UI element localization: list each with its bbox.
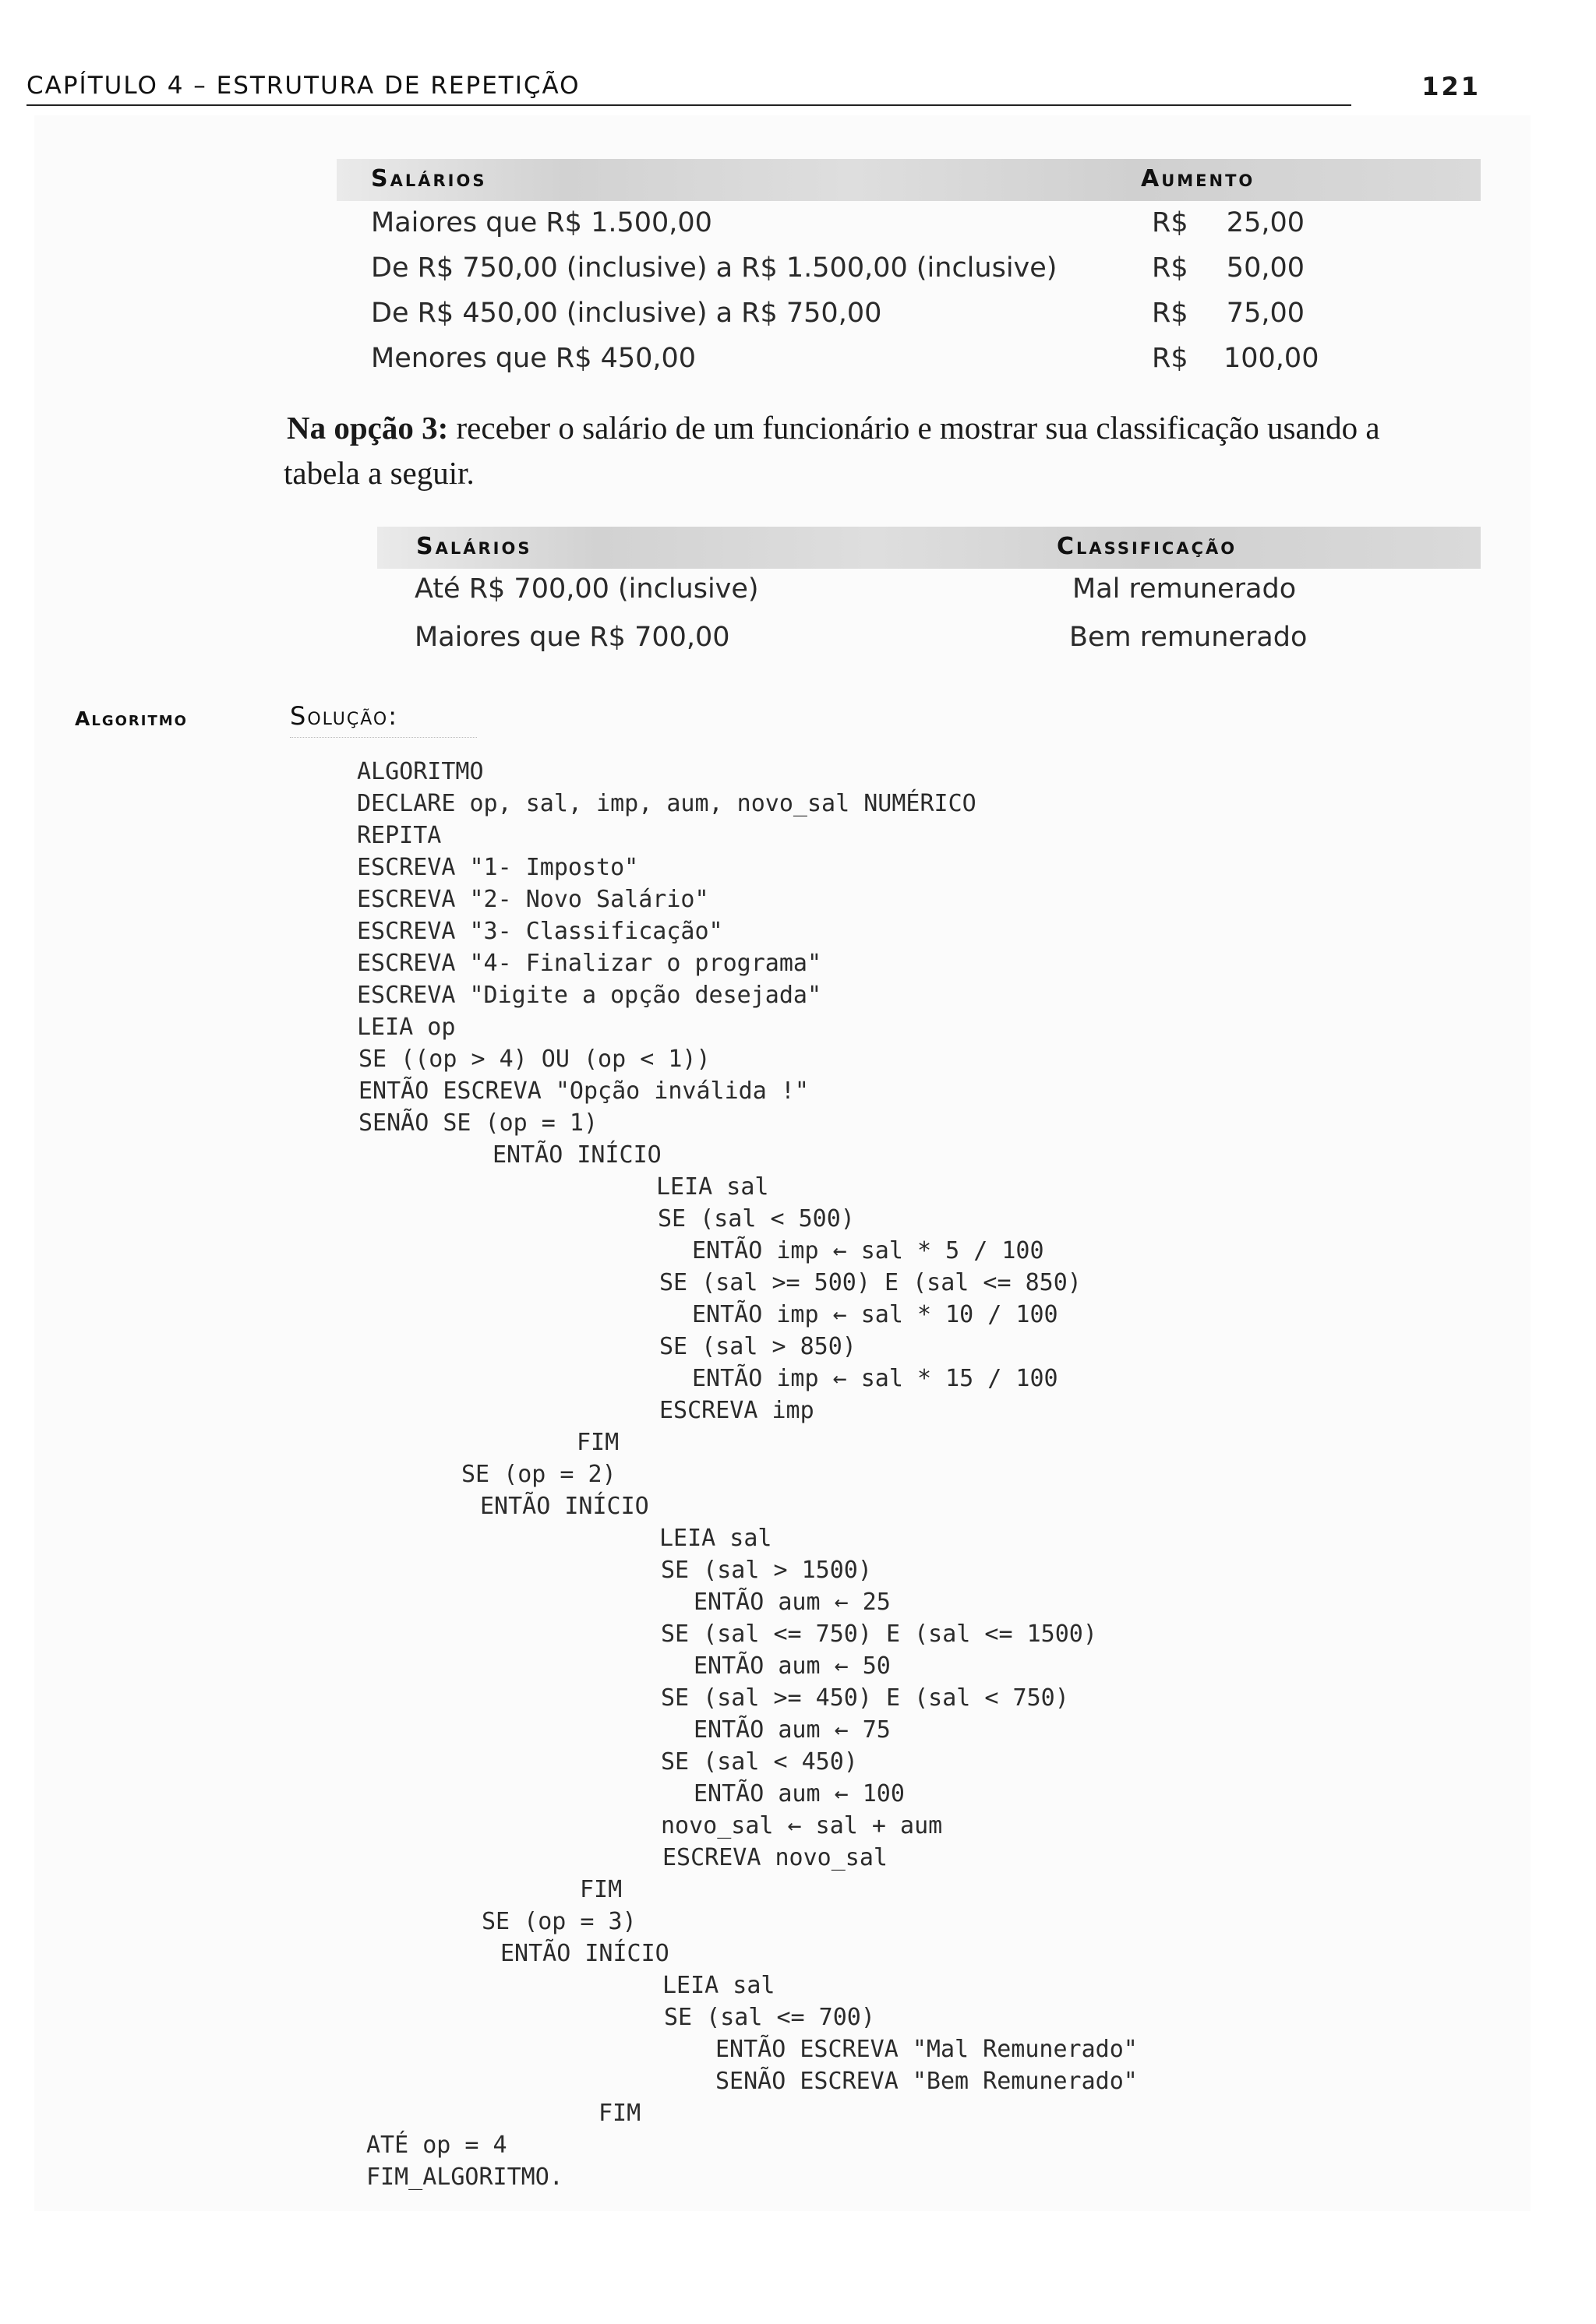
- table1-cell-range: Menores que R$ 450,00: [371, 343, 697, 374]
- code-line: FIM: [577, 1429, 620, 1456]
- header-rule: [26, 104, 1351, 106]
- code-line: ESCREVA "2- Novo Salário": [357, 886, 709, 913]
- code-line: ESCREVA "4- Finalizar o programa": [357, 950, 822, 977]
- code-line: ESCREVA novo_sal: [662, 1844, 888, 1871]
- table2-cell-range: Até R$ 700,00 (inclusive): [415, 573, 759, 605]
- code-line: SE (sal > 850): [659, 1333, 856, 1360]
- page-number: 121: [1421, 72, 1481, 101]
- code-line: SE (sal < 450): [661, 1748, 858, 1776]
- table2-row: [415, 573, 1467, 619]
- code-line: ENTÃO aum ← 100: [694, 1780, 905, 1807]
- solution-heading-underline: [290, 737, 477, 738]
- table1-header-aumento: Aumento: [1141, 165, 1255, 192]
- code-line: ALGORITMO: [357, 758, 484, 785]
- code-line: LEIA sal: [659, 1525, 772, 1552]
- code-line: ENTÃO INÍCIO: [480, 1493, 649, 1520]
- running-header-title: CAPÍTULO 4 – ESTRUTURA DE REPETIÇÃO: [26, 72, 581, 100]
- table2-header-salarios: Salários: [416, 533, 532, 560]
- code-line: FIM: [580, 1876, 623, 1903]
- code-line: LEIA sal: [656, 1173, 769, 1201]
- code-line: ESCREVA imp: [659, 1397, 814, 1424]
- table2-row: [415, 622, 1467, 667]
- table1-cell-amount: R$ 50,00: [1152, 252, 1305, 284]
- table2-cell-class: Bem remunerado: [1069, 622, 1308, 653]
- table1-cell-amount: R$ 75,00: [1152, 298, 1305, 329]
- code-line: SE (sal <= 750) E (sal <= 1500): [661, 1620, 1097, 1648]
- table1-header: [337, 159, 1481, 201]
- code-line: ENTÃO ESCREVA "Mal Remunerado": [715, 2036, 1138, 2063]
- code-line: SENÃO ESCREVA "Bem Remunerado": [715, 2068, 1138, 2095]
- code-line: ENTÃO aum ← 75: [694, 1716, 891, 1744]
- code-line: SE ((op > 4) OU (op < 1)): [358, 1046, 711, 1073]
- table2-cell-range: Maiores que R$ 700,00: [415, 622, 730, 653]
- code-line: ENTÃO aum ← 50: [694, 1652, 891, 1680]
- code-line: ENTÃO INÍCIO: [493, 1141, 662, 1169]
- table2-header: [377, 527, 1481, 569]
- table1-cell-range: Maiores que R$ 1.500,00: [371, 207, 712, 238]
- code-line: novo_sal ← sal + aum: [661, 1812, 943, 1839]
- paragraph-line1: receber o salário de um funcionário e mostrar sua classificação usando a: [448, 410, 1380, 446]
- table1-row: [371, 252, 1462, 298]
- code-line: SENÃO SE (op = 1): [358, 1109, 598, 1137]
- table1-row: [371, 207, 1462, 252]
- table1-cell-amount: R$ 100,00: [1152, 343, 1319, 374]
- code-line: SE (sal < 500): [658, 1205, 855, 1233]
- code-line: SE (sal >= 450) E (sal < 750): [661, 1684, 1069, 1712]
- table1-cell-amount: R$ 25,00: [1152, 207, 1305, 238]
- code-line: ENTÃO imp ← sal * 10 / 100: [692, 1301, 1058, 1328]
- paragraph-line2: tabela a seguir.: [284, 455, 475, 491]
- code-line: DECLARE op, sal, imp, aum, novo_sal NUMÉRICO: [357, 790, 976, 817]
- table1-row: [371, 343, 1462, 388]
- code-line: LEIA op: [357, 1014, 456, 1041]
- code-line: REPITA: [357, 822, 442, 849]
- code-line: ATÉ op = 4: [366, 2132, 507, 2159]
- code-line: ESCREVA "3- Classificação": [357, 918, 723, 945]
- table1-header-salarios: Salários: [371, 165, 487, 192]
- code-line: SE (op = 3): [482, 1908, 637, 1935]
- code-line: ENTÃO ESCREVA "Opção inválida !": [358, 1077, 809, 1105]
- code-line: ESCREVA "1- Imposto": [357, 854, 639, 881]
- code-line: FIM_ALGORITMO.: [366, 2164, 563, 2191]
- code-line: ENTÃO INÍCIO: [500, 1940, 669, 1967]
- code-line: ENTÃO aum ← 25: [694, 1589, 891, 1616]
- code-line: SE (op = 2): [461, 1461, 616, 1488]
- table2-header-classificacao: Classificação: [1057, 533, 1238, 560]
- table1-cell-range: De R$ 750,00 (inclusive) a R$ 1.500,00 (inclusive): [371, 252, 1058, 284]
- code-line: SE (sal <= 700): [664, 2004, 875, 2031]
- table1-row: [371, 298, 1462, 343]
- code-line: ESCREVA "Digite a opção desejada": [357, 982, 822, 1009]
- option3-paragraph: [284, 405, 1487, 491]
- code-line: SE (sal > 1500): [661, 1557, 872, 1584]
- code-line: LEIA sal: [662, 1972, 775, 1999]
- code-line: SE (sal >= 500) E (sal <= 850): [659, 1269, 1082, 1296]
- code-line: ENTÃO imp ← sal * 5 / 100: [692, 1237, 1044, 1264]
- table2-cell-class: Mal remunerado: [1072, 573, 1297, 605]
- code-line: FIM: [598, 2100, 641, 2127]
- solution-heading: Solução:: [290, 701, 399, 731]
- paragraph-lead: Na opção 3:: [287, 410, 449, 446]
- code-line: ENTÃO imp ← sal * 15 / 100: [692, 1365, 1058, 1392]
- margin-label-algoritmo: Algoritmo: [75, 707, 188, 730]
- table1-cell-range: De R$ 450,00 (inclusive) a R$ 750,00: [371, 298, 882, 329]
